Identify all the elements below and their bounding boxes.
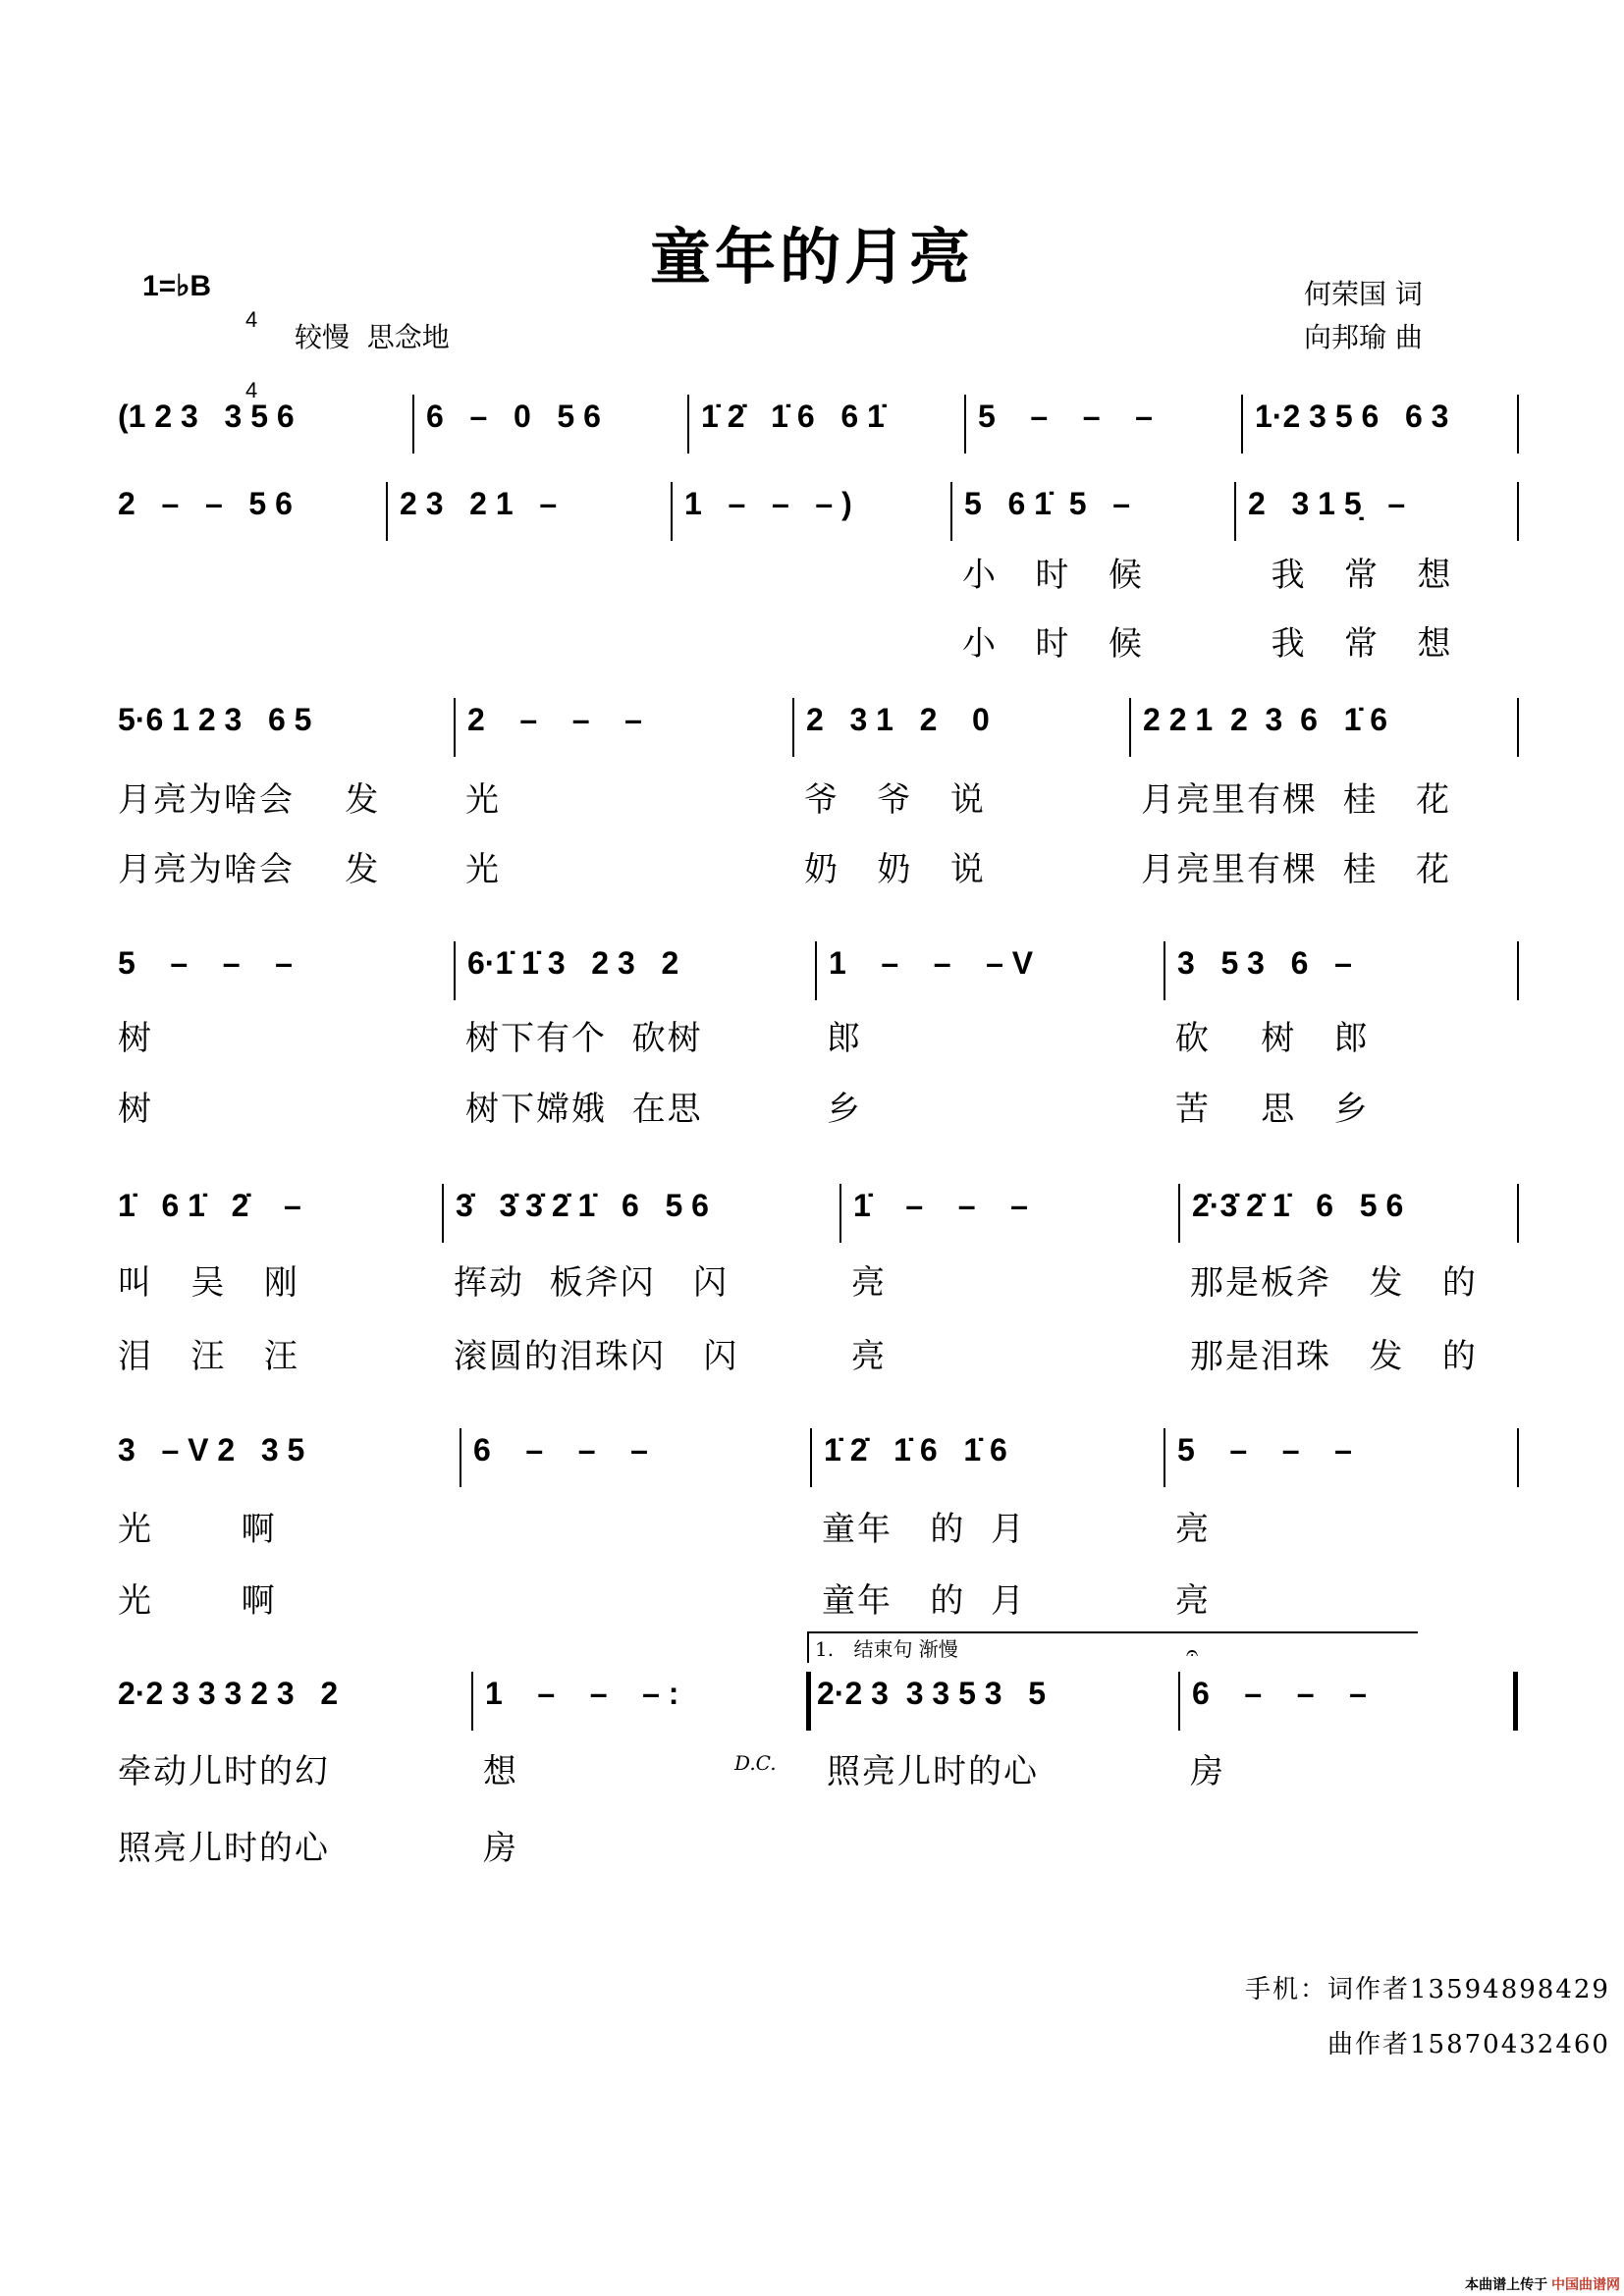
measure-notes: 3̇ 3̇ 3̇ 2̇ 1̇ 6 5 6 [456,1188,709,1223]
measure-notes: 1 – – – ) [684,486,852,521]
lyric-verse-1: 那是板斧 发 的 [1190,1263,1478,1303]
volta-text: 结束句 渐慢 [853,1637,958,1661]
barline [471,1672,473,1731]
barline [964,395,966,454]
lyric-verse-2: 乡 [827,1090,862,1129]
barline [1517,395,1519,454]
lyric-verse-2: 亮 [1175,1581,1211,1621]
barline [815,941,817,1000]
lyric-verse-1: 郎 [827,1019,862,1058]
watermark [1465,2274,1620,2294]
lyric-verse-2: 光 [465,850,501,889]
barline [1517,1428,1519,1487]
barline [454,941,456,1000]
lyric-verse-2: 月亮里有棵 桂 花 [1141,850,1452,889]
barline [1517,941,1519,1000]
lyric-verse-1: 树下有个 砍树 [465,1019,703,1058]
lyric-verse-2: 苦 思 乡 [1175,1090,1370,1129]
barline [1178,1672,1180,1731]
lyric-verse-1: 挥动 板斧闪 闪 [454,1263,730,1303]
lyric-verse-2: 童年 的 月 [822,1581,1027,1621]
lyric-verse-1: 叫 吴 刚 [118,1263,299,1303]
measure-notes: 1̇ 6 1̇ 2̇ – [118,1188,301,1223]
measure-notes: 6 – – – [473,1432,648,1468]
barline [1517,1184,1519,1243]
composer-credit: 向邦瑜 曲 [1304,321,1423,353]
lyric-verse-1: 房 [1190,1752,1225,1791]
time-signature-top: 4 [245,307,258,332]
measure-notes: 3 5 3 6 – [1177,945,1352,981]
measure-notes: 6·1̇ 1̇ 3 2 3 2 [467,945,679,981]
measure-notes: 6 – – – [1192,1676,1367,1711]
barline [412,395,414,454]
barline [386,482,388,541]
measure-notes: 1 – – – V [829,945,1034,981]
lyric-verse-1: 想 [483,1752,518,1791]
lyric-verse-2: 树下嫦娥 在思 [465,1090,703,1129]
measure-notes: 2·2 3 3 3 2 3 2 [118,1676,339,1711]
lyric-verse-1: 我 常 想 [1246,556,1453,595]
barline [442,1184,444,1243]
barline [454,698,456,757]
lyric-verse-2: 树 [118,1090,153,1129]
fermata-icon: 𝄐 [1186,1641,1199,1666]
song-title: 童年的月亮 [649,221,974,293]
measure-notes: 5 – – – [1177,1432,1352,1468]
lyric-verse-1: 亮 [851,1263,887,1303]
lyric-verse-2: 那是泪珠 发 的 [1190,1337,1478,1376]
barline [1164,1428,1165,1487]
volta-number: 1. [815,1637,835,1661]
barline [1234,482,1236,541]
watermark-prefix: 本曲谱上传于 [1465,2276,1548,2292]
lyric-verse-2: 滚圆的泪珠闪 闪 [454,1337,739,1376]
barline [671,482,673,541]
measure-notes: 2 – – – [467,702,642,737]
lyric-verse-1: 树 [118,1019,153,1058]
lyric-verse-2: 亮 [851,1337,887,1376]
time-signature-bottom: 4 [245,378,258,402]
barline [810,1428,812,1487]
lyric-verse-2: 房 [483,1829,518,1868]
measure-notes: 2 3 1 5̣ – [1248,486,1406,521]
measure-notes: 2·2 3 3 3 5 3 5 [817,1676,1047,1711]
measure-notes: 1·2 3 5 6 6 3 [1255,399,1449,434]
measure-notes: 6 – 0 5 6 [426,399,601,434]
barline [1241,395,1243,454]
measure-notes: 3 – V 2 3 5 [118,1432,305,1468]
measure-notes: 1̇ 2̇ 1̇ 6 6 1̇ [701,399,885,434]
barline [792,698,794,757]
barline [950,482,952,541]
volta-bracket [807,1631,1418,1663]
repeat-barline [803,1672,811,1731]
lyric-verse-1: 照亮儿时的心 [827,1752,1039,1791]
lyric-verse-1: 光 [465,780,501,820]
measure-notes: 2 3 2 1 – [400,486,558,521]
barline [460,1428,461,1487]
lyric-verse-1: 砍 树 郎 [1175,1019,1370,1058]
barline [1517,698,1519,757]
lyric-verse-1: 月亮里有棵 桂 花 [1141,780,1452,820]
lyric-verse-1: 牵动儿时的幻 [118,1752,330,1791]
measure-notes: 5·6 1 2 3 6 5 [118,702,312,737]
final-barline [1510,1672,1518,1731]
dc-mark: D.C. [734,1751,777,1775]
lyric-verse-1: 光 啊 [118,1510,277,1549]
footer-lyricist-phone: 手机：词作者13594898429 [1245,1975,1610,2004]
key-signature: 1=♭B [142,270,212,302]
lyric-verse-2: 奶 奶 说 [804,850,986,889]
measure-notes: 1 – – – : [485,1676,679,1711]
measure-notes: 2 2 1 2 3 6 1̇ 6 [1143,702,1388,737]
measure-notes: (1 2 3 3 5 6 [118,399,295,434]
lyric-verse-2: 泪 汪 汪 [118,1337,299,1376]
barline [1178,1184,1180,1243]
measure-notes: 5 6 1̇ 5 – [964,486,1130,521]
footer-composer-phone: 曲作者15870432460 [1327,2030,1610,2059]
barline [1164,941,1165,1000]
lyric-verse-2: 光 啊 [118,1581,277,1621]
barline [1517,482,1519,541]
barline [839,1184,841,1243]
measure-notes: 1̇ 2̇ 1̇ 6 1̇ 6 [824,1432,1007,1468]
measure-notes: 2 3 1 2 0 [806,702,990,737]
barline [687,395,689,454]
watermark-brand: 中国曲谱网 [1551,2276,1620,2292]
lyric-verse-2: 照亮儿时的心 [118,1829,330,1868]
measure-notes: 1̇ – – – [853,1188,1028,1223]
tempo-marking: 较慢 思念地 [295,321,450,353]
lyric-verse-1: 亮 [1175,1510,1211,1549]
lyric-verse-1: 小 时 候 [962,556,1144,595]
lyricist-credit: 何荣国 词 [1304,278,1423,310]
lyric-verse-1: 爷 爷 说 [804,780,986,820]
measure-notes: 5 – – – [118,945,293,981]
measure-notes: 2̇·3̇ 2̇ 1̇ 6 5 6 [1192,1188,1404,1223]
lyric-verse-1: 童年 的 月 [822,1510,1027,1549]
lyric-verse-1: 月亮为啥会 发 [118,780,381,820]
lyric-verse-2: 我 常 想 [1246,624,1453,664]
lyric-verse-2: 小 时 候 [962,624,1144,664]
lyric-verse-2: 月亮为啥会 发 [118,850,381,889]
barline [1129,698,1131,757]
measure-notes: 5 – – – [978,399,1153,434]
measure-notes: 2 – – 5 6 [118,486,293,521]
